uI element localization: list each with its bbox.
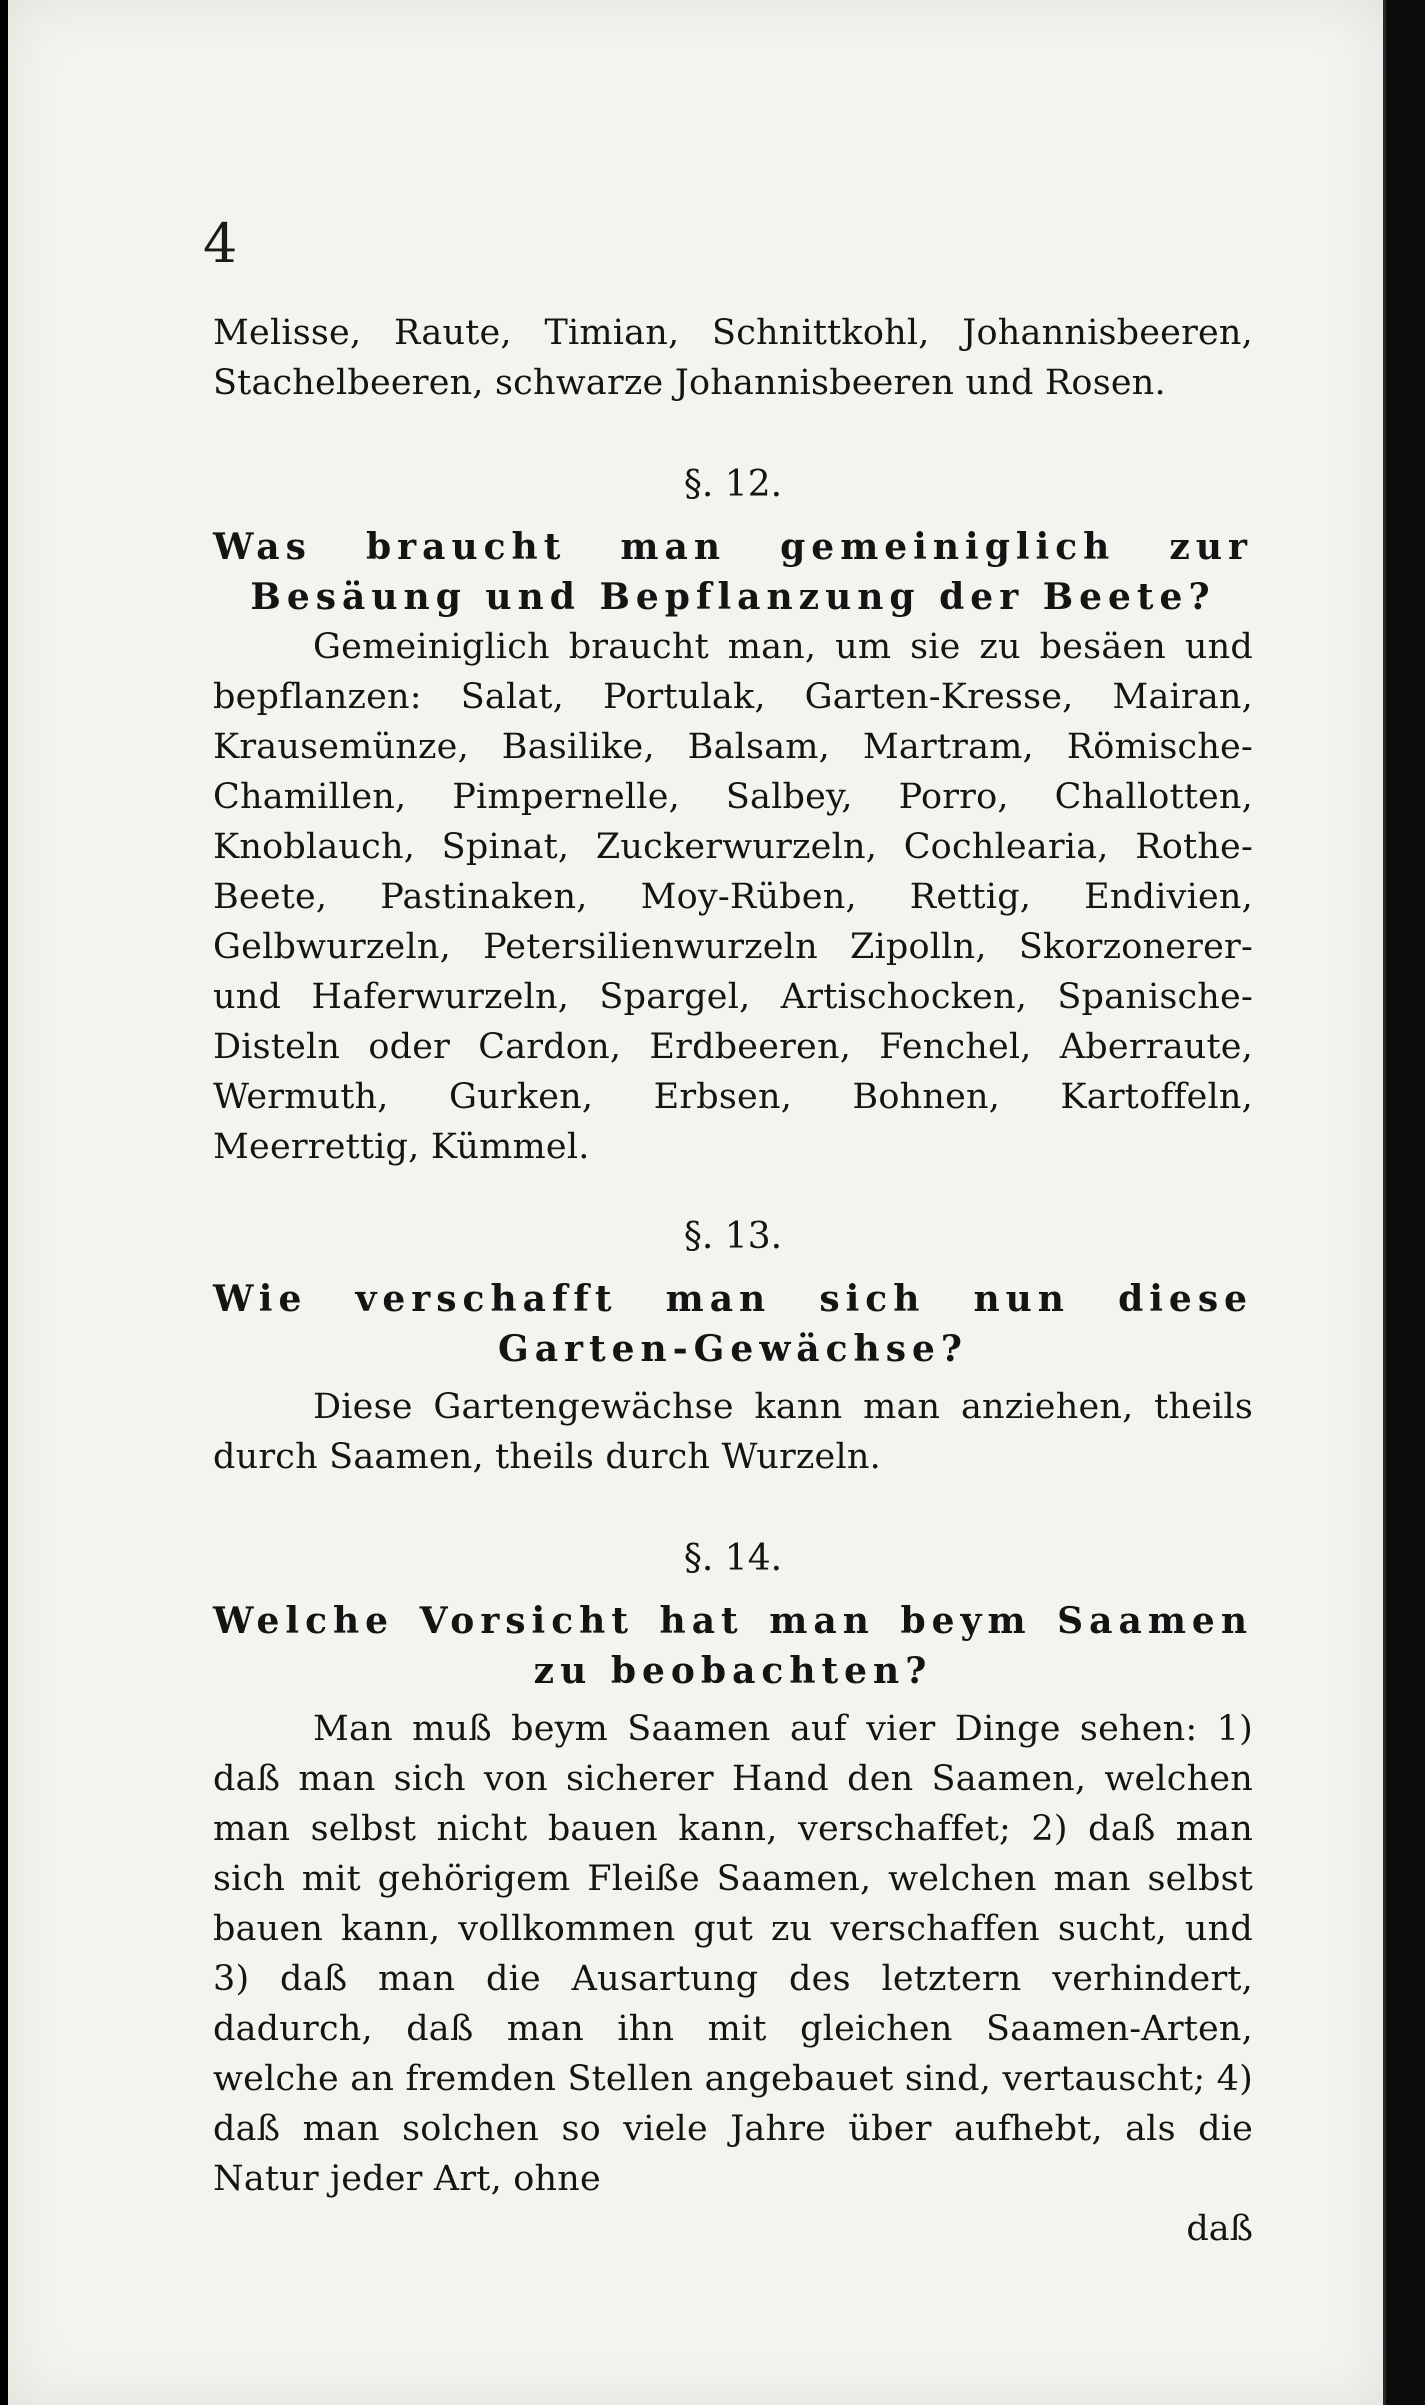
page-content — [213, 210, 1253, 2254]
section-mark-14: §. 14. — [683, 1538, 783, 1579]
section-14-answer: Man muß beym Saamen auf vier Dinge sehen: 1) daß man sich von sicherer Hand den Saamen, welchen man selbst nicht bauen kann, verschaffet; 2) daß man sich mit gehörigem Fleiße Saamen, welchen man selbst bauen kann, vollkommen gut zu verschaffen sucht, und 3) daß man die Ausartung des letztern verhindert, dadurch, daß man ihn mit gleichen Saamen-Arten, welche an fremden Stellen angebauet sind, vertauscht; 4) daß man solchen so viele Jahre über aufhebt, als die Natur jeder Art, ohne — [213, 1709, 1253, 2199]
section-12-question: Was braucht man gemeiniglich zur Besäung und Bepflanzung der Beete? — [213, 526, 1253, 618]
section-mark-13: §. 13. — [683, 1216, 783, 1257]
page-number: 4 — [203, 212, 238, 275]
section-mark-12: §. 12. — [683, 464, 783, 505]
intro-paragraph: Melisse, Raute, Timian, Schnittkohl, Johannisbeeren, Stachelbeeren, schwarze Johannisbeeren und Rosen. — [213, 313, 1253, 403]
adjacent-page-edge — [1383, 0, 1425, 2405]
book-page — [8, 0, 1383, 2405]
section-14-question: Welche Vorsicht hat man beym Saamen zu beobachten? — [213, 1600, 1253, 1692]
section-13-question: Wie verschafft man sich nun diese Garten-Gewächse? — [213, 1278, 1253, 1370]
section-13-answer: Diese Gartengewächse kann man anziehen, theils durch Saamen, theils durch Wurzeln. — [213, 1387, 1253, 1477]
catchword: daß — [1186, 2209, 1253, 2249]
section-12-answer: Gemeiniglich braucht man, um sie zu besäen und bepflanzen: Salat, Portulak, Garten-Kresse, Mairan, Krausemünze, Basilike, Balsam, Martram, Römische-Chamillen, Pimpernelle, Salbey, Porro, Challotten, Knoblauch, Spinat, Zuckerwurzeln, Cochlearia, Rothe-Beete, Pastinaken, Moy-Rüben, Rettig, Endivien, Gelbwurzeln, Petersilienwurzeln Zipolln, Skorzonerer-und Haferwurzeln, Spargel, Artischocken, Spanische-Disteln oder Cardon, Erdbeeren, Fenchel, Aberraute, Wermuth, Gurken, Erbsen, Bohnen, Kartoffeln, Meerrettig, Kümmel. — [213, 627, 1253, 1167]
